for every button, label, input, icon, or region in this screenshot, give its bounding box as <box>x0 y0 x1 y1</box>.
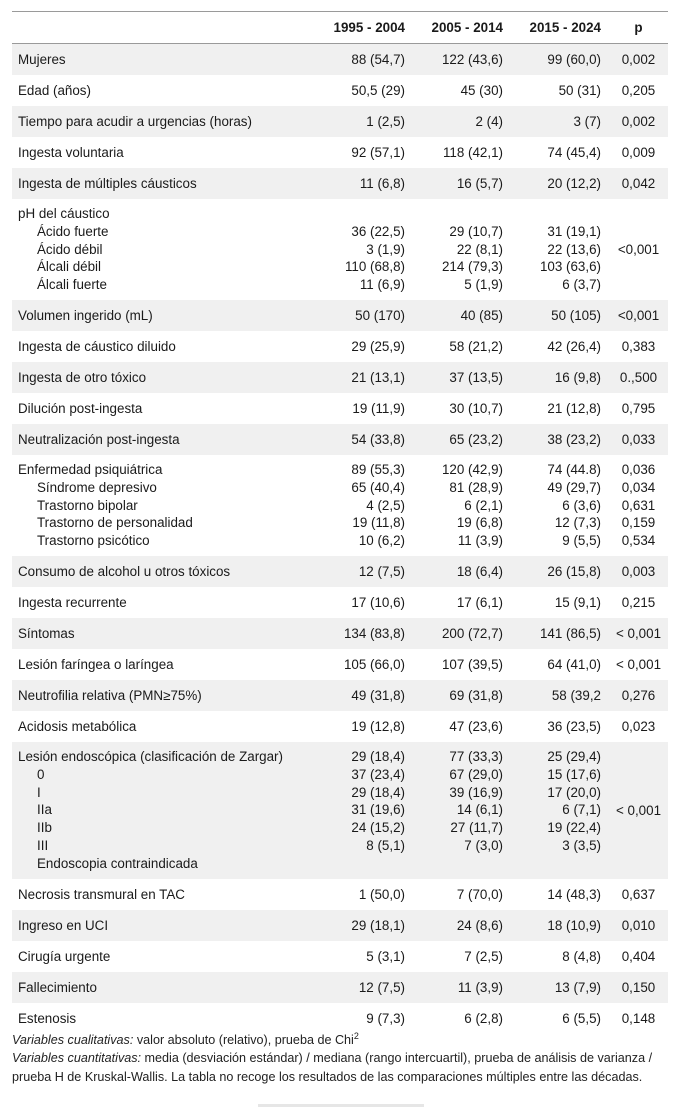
cell-p-value: 0.,500 <box>609 362 668 393</box>
cell-decade-1: 1 (2,5) <box>318 106 413 137</box>
cell-decade-1: 19 (11,8) <box>352 515 405 531</box>
cell-decade-3: 16 (9,8) <box>511 362 609 393</box>
cell-p-value: 0,002 <box>609 106 668 137</box>
cell-decade-2: 69 (31,8) <box>413 680 511 711</box>
cell-decade-3: 6 (5,5) <box>562 1010 601 1026</box>
cell-p-value: 0,404 <box>621 948 656 964</box>
table-row <box>12 879 668 910</box>
cell-decade-3: 14 (48,3) <box>547 886 601 902</box>
cell-decade-1: 54 (33,8) <box>318 424 413 455</box>
footnote-quant-label: Variables cuantitativas: <box>12 1051 142 1066</box>
cell-p-value: 0,036 <box>621 461 656 477</box>
row-label: Síntomas <box>12 618 318 649</box>
row-label: Ingesta voluntaria <box>18 145 124 160</box>
sub-label: Trastorno de personalidad <box>37 515 193 531</box>
cell-decade-1: 11 (6,9) <box>359 277 405 293</box>
table-row <box>12 331 668 362</box>
cell-decade-2-group <box>413 455 511 556</box>
cell-decade-1: 36 (22,5) <box>351 223 405 239</box>
header-decade-1: 1995 - 2004 <box>318 12 413 44</box>
cell-decade-1: 12 (7,5) <box>318 972 413 1003</box>
table-row <box>12 910 668 941</box>
sub-label: Endoscopia contraindicada <box>37 855 198 871</box>
row-label: Lesión faríngea o laríngea <box>18 656 174 672</box>
cell-decade-1: 12 (7,5) <box>318 556 413 587</box>
footnote-quant-text: media (desviación estándar) / mediana (rango intercuartil), prueba de análisis de varianza / prueba H de Kruskal-Wallis. La tabla no recoge los resultados de las comparaciones múltiples entre las décadas. <box>12 1051 653 1084</box>
cell-p-value: 0,148 <box>621 1010 656 1026</box>
table-row-zargar <box>12 742 668 879</box>
cell-decade-3: 18 (10,9) <box>511 910 609 941</box>
header-decade-2: 2005 - 2014 <box>413 12 511 44</box>
row-label: Cirugía urgente <box>18 948 111 964</box>
cell-decade-3: 22 (13,6) <box>547 241 601 257</box>
cell-decade-3: 50 (105) <box>511 300 609 331</box>
cell-decade-1: 1 (50,0) <box>358 886 405 902</box>
cell-decade-2: 11 (3,9) <box>413 972 511 1003</box>
table-footnotes <box>12 1027 668 1086</box>
cell-decade-2: 18 (6,4) <box>413 556 511 587</box>
cell-p-value: 0,795 <box>621 400 656 416</box>
cell-decade-2: 6 (2,8) <box>464 1010 503 1026</box>
cell-decade-1: 24 (15,2) <box>351 820 405 836</box>
cell-decade-2: 16 (5,7) <box>413 168 511 199</box>
cell-p-value: 0,631 <box>621 497 656 513</box>
row-label: Acidosis metabólica <box>18 718 137 734</box>
cell-decade-3: 141 (86,5) <box>511 618 609 649</box>
cell-decade-1: 17 (10,6) <box>351 594 405 610</box>
row-label: Tiempo para acudir a urgencias (horas) <box>12 106 318 137</box>
sub-label: Trastorno psicótico <box>37 533 150 549</box>
cell-decade-3: 9 (5,5) <box>562 533 601 549</box>
cell-decade-3: 42 (26,4) <box>547 338 601 354</box>
cell-decade-3: 20 (12,2) <box>511 168 609 199</box>
table-row <box>12 137 668 168</box>
cell-decade-3: 74 (45,4) <box>547 145 601 160</box>
table-row <box>12 168 668 199</box>
table-row-ph <box>12 199 668 300</box>
row-label-group <box>12 742 318 879</box>
cell-decade-2: 65 (23,2) <box>413 424 511 455</box>
table-row <box>12 941 668 972</box>
cell-p-value: < 0,001 <box>609 618 668 649</box>
row-label: Ingesta de múltiples cáusticos <box>12 168 318 199</box>
cell-decade-1: 29 (18,4) <box>351 784 405 800</box>
cell-decade-3: 31 (19,1) <box>547 223 601 239</box>
table-row <box>12 424 668 455</box>
table-row <box>12 556 668 587</box>
row-label: Volumen ingerido (mL) <box>12 300 318 331</box>
cell-p-value: 0,383 <box>621 338 656 354</box>
row-label: Consumo de alcohol u otros tóxicos <box>12 556 318 587</box>
results-table-container <box>12 11 668 1034</box>
row-label: Edad (años) <box>18 83 91 98</box>
footnote-quantitative <box>12 1049 668 1086</box>
cell-p-value: 0,159 <box>621 515 656 531</box>
cell-decade-3: 6 (3,6) <box>562 497 601 513</box>
cell-decade-2: 77 (33,3) <box>449 748 503 764</box>
cell-p-value: 0,276 <box>609 680 668 711</box>
cell-decade-2: 7 (3,0) <box>464 837 503 853</box>
sub-label: Álcali fuerte <box>37 277 107 293</box>
row-label: Ingreso en UCI <box>12 910 318 941</box>
cell-decade-1: 37 (23,4) <box>351 766 405 782</box>
cell-p-value: 0,215 <box>621 594 656 610</box>
cell-p-value: 0,034 <box>621 479 656 495</box>
row-label: Neutralización post-ingesta <box>12 424 318 455</box>
cell-decade-3: 13 (7,9) <box>511 972 609 1003</box>
cell-decade-2: 40 (85) <box>413 300 511 331</box>
row-label: Ingesta recurrente <box>18 594 127 610</box>
cell-decade-1: 21 (13,1) <box>318 362 413 393</box>
cell-decade-3: 3 (3,5) <box>562 837 601 853</box>
table-row <box>12 300 668 331</box>
row-label: Fallecimiento <box>12 972 318 1003</box>
cell-decade-2: 81 (28,9) <box>449 479 503 495</box>
cell-decade-1: 105 (66,0) <box>343 656 405 672</box>
cell-decade-3: 38 (23,2) <box>511 424 609 455</box>
cell-decade-3: 6 (3,7) <box>562 277 601 293</box>
sub-label: IIa <box>37 802 52 818</box>
row-label: Necrosis transmural en TAC <box>18 886 185 902</box>
cell-p-value: 0,023 <box>621 718 656 734</box>
cell-p-value: 0,150 <box>609 972 668 1003</box>
cell-decade-1: 50 (170) <box>318 300 413 331</box>
cell-decade-1-group <box>318 742 413 879</box>
cell-decade-2: 67 (29,0) <box>449 766 503 782</box>
cell-decade-1-group <box>318 455 413 556</box>
cell-decade-3: 6 (7,1) <box>562 802 601 818</box>
sub-label: Síndrome depresivo <box>37 479 157 495</box>
cell-decade-1: 10 (6,2) <box>358 533 405 549</box>
cell-decade-2: 24 (8,6) <box>413 910 511 941</box>
cell-p-value: 0,205 <box>621 83 656 98</box>
cell-decade-3: 74 (44.8) <box>547 461 601 477</box>
cell-decade-1: 19 (11,9) <box>352 400 405 416</box>
cell-decade-1: 29 (25,9) <box>351 338 405 354</box>
table-header-row <box>12 12 668 44</box>
table-row <box>12 362 668 393</box>
cell-decade-3: 25 (29,4) <box>547 748 601 764</box>
cell-decade-3: 64 (41,0) <box>547 656 601 672</box>
results-table <box>12 11 668 1034</box>
table-row <box>12 618 668 649</box>
cell-decade-1-group <box>318 199 413 300</box>
row-label: Estenosis <box>18 1010 77 1026</box>
sub-label: Ácido fuerte <box>37 223 109 239</box>
cell-decade-1: 29 (18,4) <box>351 748 405 764</box>
cell-decade-2: 58 (21,2) <box>449 338 503 354</box>
cell-decade-2: 19 (6,8) <box>456 515 503 531</box>
cell-decade-3: 49 (29,7) <box>547 479 601 495</box>
sub-label: III <box>37 837 49 853</box>
cell-decade-3: 19 (22,4) <box>547 820 601 836</box>
cell-decade-3: 36 (23,5) <box>547 718 601 734</box>
sub-label: I <box>37 784 41 800</box>
cell-decade-3: 15 (17,6) <box>547 766 601 782</box>
cell-decade-1: 4 (2,5) <box>366 497 405 513</box>
table-row <box>12 44 668 76</box>
cell-decade-2-group <box>413 742 511 879</box>
cell-decade-3-group <box>511 742 609 879</box>
header-decade-3: 2015 - 2024 <box>511 12 609 44</box>
cell-p-value: <0,001 <box>617 241 660 257</box>
cell-decade-1: 8 (5,1) <box>366 837 405 853</box>
cell-p-value: 0,002 <box>609 44 668 76</box>
sub-label: 0 <box>37 766 45 782</box>
sub-label: Ácido débil <box>37 241 103 257</box>
table-row <box>12 972 668 1003</box>
cell-decade-2: 11 (3,9) <box>457 533 503 549</box>
cell-decade-2: 29 (10,7) <box>449 223 503 239</box>
cell-decade-1: 65 (40,4) <box>351 479 405 495</box>
cell-decade-1: 11 (6,8) <box>318 168 413 199</box>
sub-label: Álcali débil <box>37 259 102 275</box>
row-label: Lesión endoscópica (clasificación de Zargar) <box>18 748 283 764</box>
cell-decade-1: 88 (54,7) <box>318 44 413 76</box>
cell-decade-2: 14 (6,1) <box>456 802 503 818</box>
row-label: Ingesta de otro tóxico <box>12 362 318 393</box>
cell-p-value: 0,534 <box>621 533 656 549</box>
table-row <box>12 680 668 711</box>
row-label: Ingesta de cáustico diluido <box>18 338 176 354</box>
cell-decade-2: 5 (1,9) <box>464 277 503 293</box>
cell-decade-3-group <box>511 199 609 300</box>
cell-decade-3: 99 (60,0) <box>511 44 609 76</box>
cell-p-value: < 0,001 <box>615 656 662 672</box>
sub-label: Trastorno bipolar <box>37 497 138 513</box>
cell-decade-3: 15 (9,1) <box>554 594 601 610</box>
cell-p-value: 0,010 <box>609 910 668 941</box>
cell-decade-2: 200 (72,7) <box>413 618 511 649</box>
row-label: Mujeres <box>12 44 318 76</box>
cell-decade-2: 120 (42,9) <box>441 461 503 477</box>
cell-decade-2: 39 (16,9) <box>449 784 503 800</box>
cell-decade-2: 122 (43,6) <box>413 44 511 76</box>
cell-decade-2: 47 (23,6) <box>449 718 503 734</box>
table-row-psiquiatrica <box>12 455 668 556</box>
cell-p-value: 0,042 <box>609 168 668 199</box>
cell-decade-1: 92 (57,1) <box>351 145 405 160</box>
table-row <box>12 711 668 742</box>
cell-decade-1: 110 (68,8) <box>344 259 405 275</box>
cell-decade-1: 29 (18,1) <box>318 910 413 941</box>
cell-decade-2: 30 (10,7) <box>449 400 503 416</box>
cell-decade-1: 49 (31,8) <box>318 680 413 711</box>
cell-decade-2: 27 (11,7) <box>450 820 503 836</box>
cell-decade-1: 5 (3,1) <box>366 948 405 964</box>
cell-p-value: 0,033 <box>609 424 668 455</box>
table-row <box>12 75 668 106</box>
sub-label: IIb <box>37 820 52 836</box>
cell-p-value-group <box>609 455 668 556</box>
cell-p-value: < 0,001 <box>609 742 668 879</box>
cell-decade-2: 7 (70,0) <box>456 886 503 902</box>
table-row <box>12 106 668 137</box>
footnote-qual-label: Variables cualitativas: <box>12 1033 134 1048</box>
header-blank <box>12 12 318 44</box>
row-label: pH del cáustico <box>18 206 110 221</box>
cell-decade-2: 214 (79,3) <box>441 259 503 275</box>
table-row <box>12 393 668 424</box>
cell-decade-1: 19 (12,8) <box>351 718 405 734</box>
cell-decade-3-group <box>511 455 609 556</box>
cell-decade-3: 21 (12,8) <box>547 400 601 416</box>
cell-decade-3: 50 (31) <box>558 83 601 98</box>
cell-decade-3: 12 (7,3) <box>554 515 601 531</box>
cell-decade-3: 17 (20,0) <box>547 784 601 800</box>
cell-decade-1: 9 (7,3) <box>366 1010 405 1026</box>
cell-p-value: 0,637 <box>621 886 656 902</box>
cell-p-value: <0,001 <box>609 300 668 331</box>
row-label: Dilución post-ingesta <box>18 400 143 416</box>
row-label-group <box>12 455 318 556</box>
cell-decade-3: 58 (39,2 <box>511 680 609 711</box>
cell-decade-3: 3 (7) <box>511 106 609 137</box>
cell-decade-2: 22 (8,1) <box>456 241 503 257</box>
cell-decade-1: 3 (1,9) <box>366 241 405 257</box>
cell-decade-2: 45 (30) <box>460 83 503 98</box>
cell-decade-3: 103 (63,6) <box>539 259 601 275</box>
cell-decade-2: 37 (13,5) <box>413 362 511 393</box>
row-label: Neutrofilia relativa (PMN≥75%) <box>12 680 318 711</box>
cell-decade-3: 8 (4,8) <box>562 948 601 964</box>
table-row <box>12 649 668 680</box>
cell-decade-2: 2 (4) <box>413 106 511 137</box>
cell-decade-1: 31 (19,6) <box>351 802 405 818</box>
cell-decade-2: 17 (6,1) <box>456 594 503 610</box>
cell-decade-1: 134 (83,8) <box>318 618 413 649</box>
cell-decade-1: 89 (55,3) <box>351 461 405 477</box>
cell-p-value: 0,009 <box>621 145 656 160</box>
cell-decade-2: 118 (42,1) <box>442 145 503 160</box>
row-label: Enfermedad psiquiátrica <box>18 461 163 477</box>
cell-decade-2: 6 (2,1) <box>464 497 503 513</box>
footnote-qual-text: valor absoluto (relativo), prueba de Chi <box>133 1033 354 1048</box>
row-label-group <box>12 199 318 300</box>
cell-p-value: 0,003 <box>609 556 668 587</box>
cell-decade-2-group <box>413 199 511 300</box>
table-row <box>12 587 668 618</box>
header-p-value: p <box>609 12 668 44</box>
cell-decade-3: 26 (15,8) <box>511 556 609 587</box>
cell-decade-2: 7 (2,5) <box>464 948 503 964</box>
footnote-qual-sup: 2 <box>353 1031 359 1041</box>
cell-decade-1: 50,5 (29) <box>351 83 405 98</box>
cell-decade-2: 107 (39,5) <box>441 656 503 672</box>
footnote-qualitative <box>12 1027 668 1049</box>
